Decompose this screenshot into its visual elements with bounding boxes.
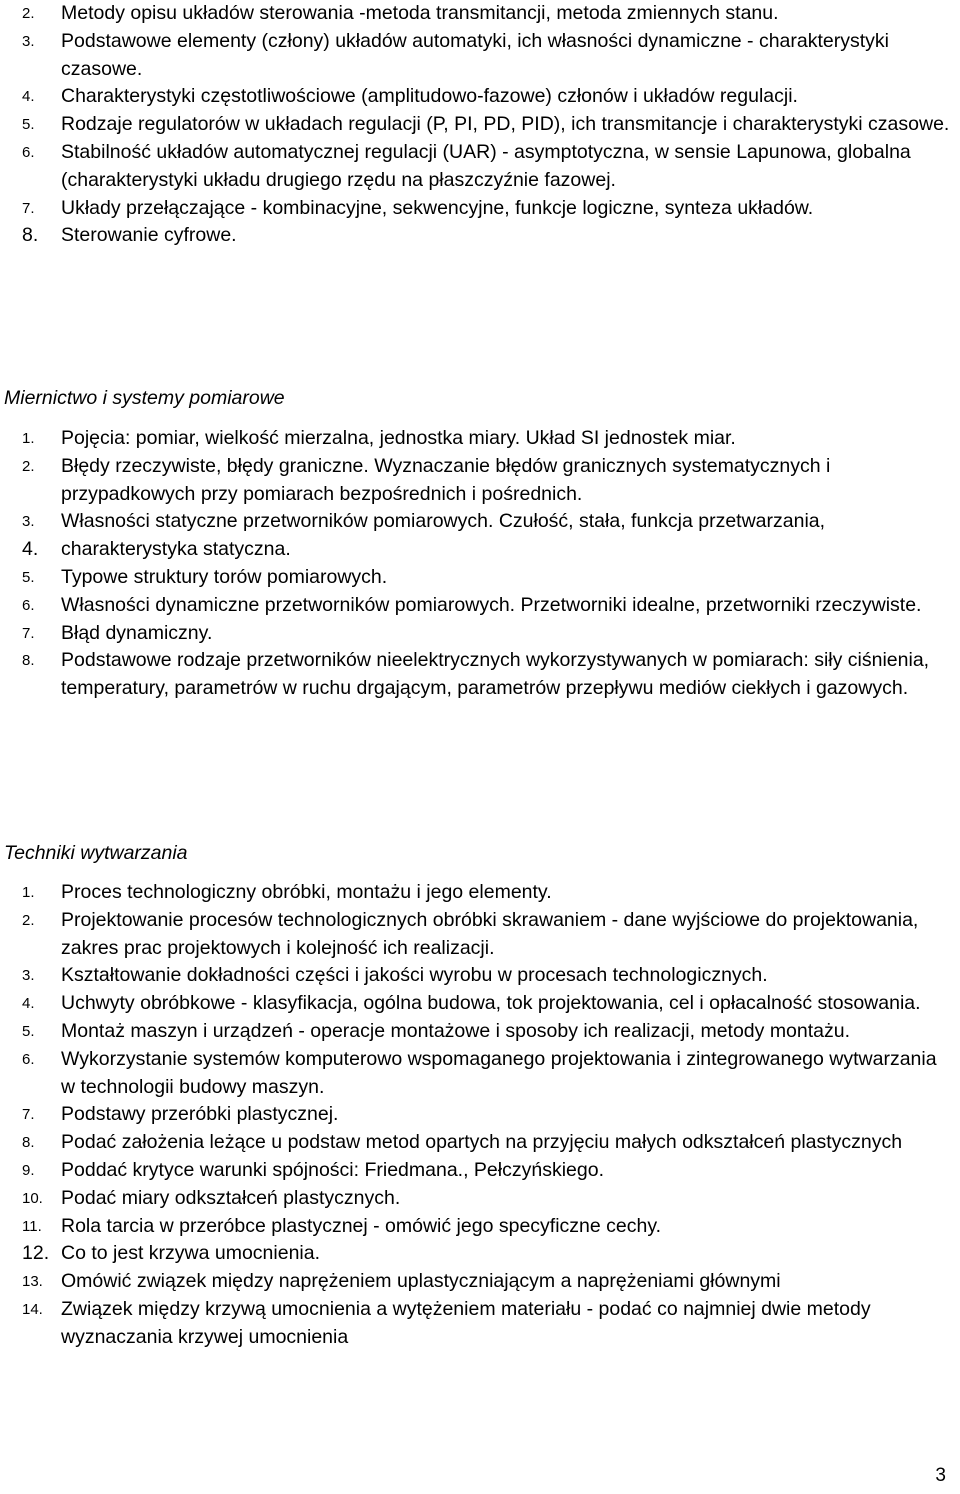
item-number: 2. — [22, 911, 35, 929]
top-list — [0, 0, 960, 250]
list-item — [0, 592, 960, 620]
item-text: Co to jest krzywa umocnienia. — [61, 1242, 321, 1265]
item-text: Charakterystyki częstotliwościowe (amplitudowo-fazowe) członów i układów regulacji. — [61, 85, 798, 108]
item-number: 3. — [22, 513, 35, 531]
item-number: 3. — [22, 32, 35, 50]
item-number: 3. — [22, 967, 35, 985]
item-number: 5. — [22, 568, 35, 586]
item-number: 7. — [22, 624, 35, 642]
list-item — [0, 620, 960, 648]
list-item — [0, 1240, 960, 1268]
list-item — [0, 879, 960, 907]
list-item — [0, 907, 960, 963]
item-text: Własności dynamiczne przetworników pomiarowych. Przetworniki idealne, przetworniki rzeczywiste. — [61, 593, 922, 616]
item-number: 5. — [22, 116, 35, 134]
item-text: Własności statyczne przetworników pomiarowych. Czułość, stała, funkcja przetwarzania, — [61, 510, 826, 533]
item-number: 2. — [22, 457, 35, 475]
item-number: 9. — [22, 1161, 35, 1179]
list-item — [0, 1018, 960, 1046]
item-text: Podać miary odkształceń plastycznych. — [61, 1186, 401, 1209]
list-item — [0, 1129, 960, 1157]
list-item — [0, 564, 960, 592]
list-item — [0, 1157, 960, 1185]
item-text: Związek między krzywą umocnienia a wytężeniem materiału - podać co najmniej dwie metody wyznaczania krzywej umocnienia — [61, 1297, 871, 1348]
item-number: 12. — [22, 1242, 50, 1265]
item-text: Poddać krytyce warunki spójności: Friedmana., Pełczyńskiego. — [61, 1158, 604, 1181]
item-text: Metody opisu układów sterowania -metoda transmitancji, metoda zmiennych stanu. — [61, 2, 779, 24]
item-number: 11. — [22, 1217, 42, 1235]
list-item — [0, 222, 960, 250]
list-item — [0, 990, 960, 1018]
list-item — [0, 1046, 960, 1102]
list-item — [0, 1268, 960, 1296]
miernictwo-list — [0, 425, 960, 703]
item-text: Sterowanie cyfrowe. — [61, 224, 237, 247]
list-item — [0, 647, 960, 703]
item-text: Proces technologiczny obróbki, montażu i jego elementy. — [61, 881, 552, 903]
list-item — [0, 195, 960, 223]
page-number: 3 — [935, 1465, 946, 1486]
item-text: Projektowanie procesów technologicznych obróbki skrawaniem - dane wyjściowe do projektowania, zakres prac projektowych i kolejność ich realizacji. — [61, 908, 919, 959]
item-text: Rola tarcia w przeróbce plastycznej - omówić jego specyficzne cechy. — [61, 1214, 662, 1237]
item-text: Omówić związek między naprężeniem uplastyczniającym a naprężeniami głównymi — [61, 1270, 781, 1293]
item-text: Rodzaje regulatorów w układach regulacji (P, PI, PD, PID), ich transmitancje i charakterystyki czasowe. — [61, 113, 950, 136]
list-item — [0, 508, 960, 536]
item-number: 6. — [22, 1050, 35, 1068]
item-text: Wykorzystanie systemów komputerowo wspomaganego projektowania i zintegrowanego wytwarzania w technologii budowy maszyn. — [61, 1047, 937, 1098]
list-item — [0, 1213, 960, 1241]
item-number: 4. — [22, 538, 39, 561]
item-text: Typowe struktury torów pomiarowych. — [61, 565, 388, 588]
item-text: charakterystyka statyczna. — [61, 538, 291, 561]
list-item — [0, 536, 960, 564]
item-number: 7. — [22, 199, 35, 217]
list-item — [0, 962, 960, 990]
item-number: 8. — [22, 1134, 35, 1152]
list-item — [0, 83, 960, 111]
techniki-list — [0, 879, 960, 1352]
item-number: 7. — [22, 1106, 35, 1124]
item-number: 13. — [22, 1273, 43, 1291]
item-number: 4. — [22, 88, 35, 106]
list-item — [0, 139, 960, 195]
item-number: 5. — [22, 1022, 35, 1040]
list-item — [0, 28, 960, 84]
list-item — [0, 453, 960, 509]
item-text: Kształtowanie dokładności części i jakości wyrobu w procesach technologicznych. — [61, 964, 768, 987]
list-item — [0, 1101, 960, 1129]
item-text: Uchwyty obróbkowe - klasyfikacja, ogólna budowa, tok projektowania, cel i opłacalność stosowania. — [61, 992, 921, 1015]
item-text: Podstawy przeróbki plastycznej. — [61, 1103, 339, 1126]
item-number: 4. — [22, 995, 35, 1013]
item-number: 10. — [22, 1189, 43, 1207]
section-heading-techniki: Techniki wytwarzania — [4, 842, 188, 864]
item-text: Montaż maszyn i urządzeń - operacje montażowe i sposoby ich realizacji, metody montażu. — [61, 1019, 851, 1042]
list-item — [0, 1296, 960, 1352]
list-item — [0, 1185, 960, 1213]
list-item — [0, 0, 960, 28]
item-number: 6. — [22, 143, 35, 161]
item-number: 8. — [22, 224, 39, 247]
section-heading-miernictwo: Miernictwo i systemy pomiarowe — [4, 387, 285, 409]
item-number: 1. — [22, 430, 35, 447]
item-number: 2. — [22, 5, 35, 22]
item-number: 1. — [22, 884, 35, 901]
item-number: 14. — [22, 1300, 43, 1318]
item-text: Podstawowe elementy (człony) układów automatyki, ich własności dynamiczne - charakterystyki czasowe. — [61, 29, 889, 80]
list-item — [0, 425, 960, 453]
item-number: 6. — [22, 596, 35, 614]
list-item — [0, 111, 960, 139]
item-text: Błąd dynamiczny. — [61, 621, 213, 644]
item-text: Błędy rzeczywiste, błędy graniczne. Wyznaczanie błędów granicznych systematycznych i przypadkowych przy pomiarach bezpośrednich i pośrednich. — [61, 454, 831, 505]
item-text: Stabilność układów automatycznej regulacji (UAR) - asymptotyczna, w sensie Lapunowa, globalna (charakterystyki układu drugiego rzędu na płaszczyźnie fazowej. — [61, 140, 911, 191]
item-text: Pojęcia: pomiar, wielkość mierzalna, jednostka miary. Układ SI jednostek miar. — [61, 427, 736, 449]
item-text: Układy przełączające - kombinacyjne, sekwencyjne, funkcje logiczne, synteza układów. — [61, 196, 814, 219]
item-text: Podstawowe rodzaje przetworników nieelektrycznych wykorzystywanych w pomiarach: siły ciśnienia, temperatury, parametrów w ruchu drgającym, parametrów przepływu mediów ciekłych i gazowych. — [61, 649, 930, 700]
item-number: 8. — [22, 652, 35, 670]
item-text: Podać założenia leżące u podstaw metod opartych na przyjęciu małych odkształceń plastycznych — [61, 1131, 903, 1154]
